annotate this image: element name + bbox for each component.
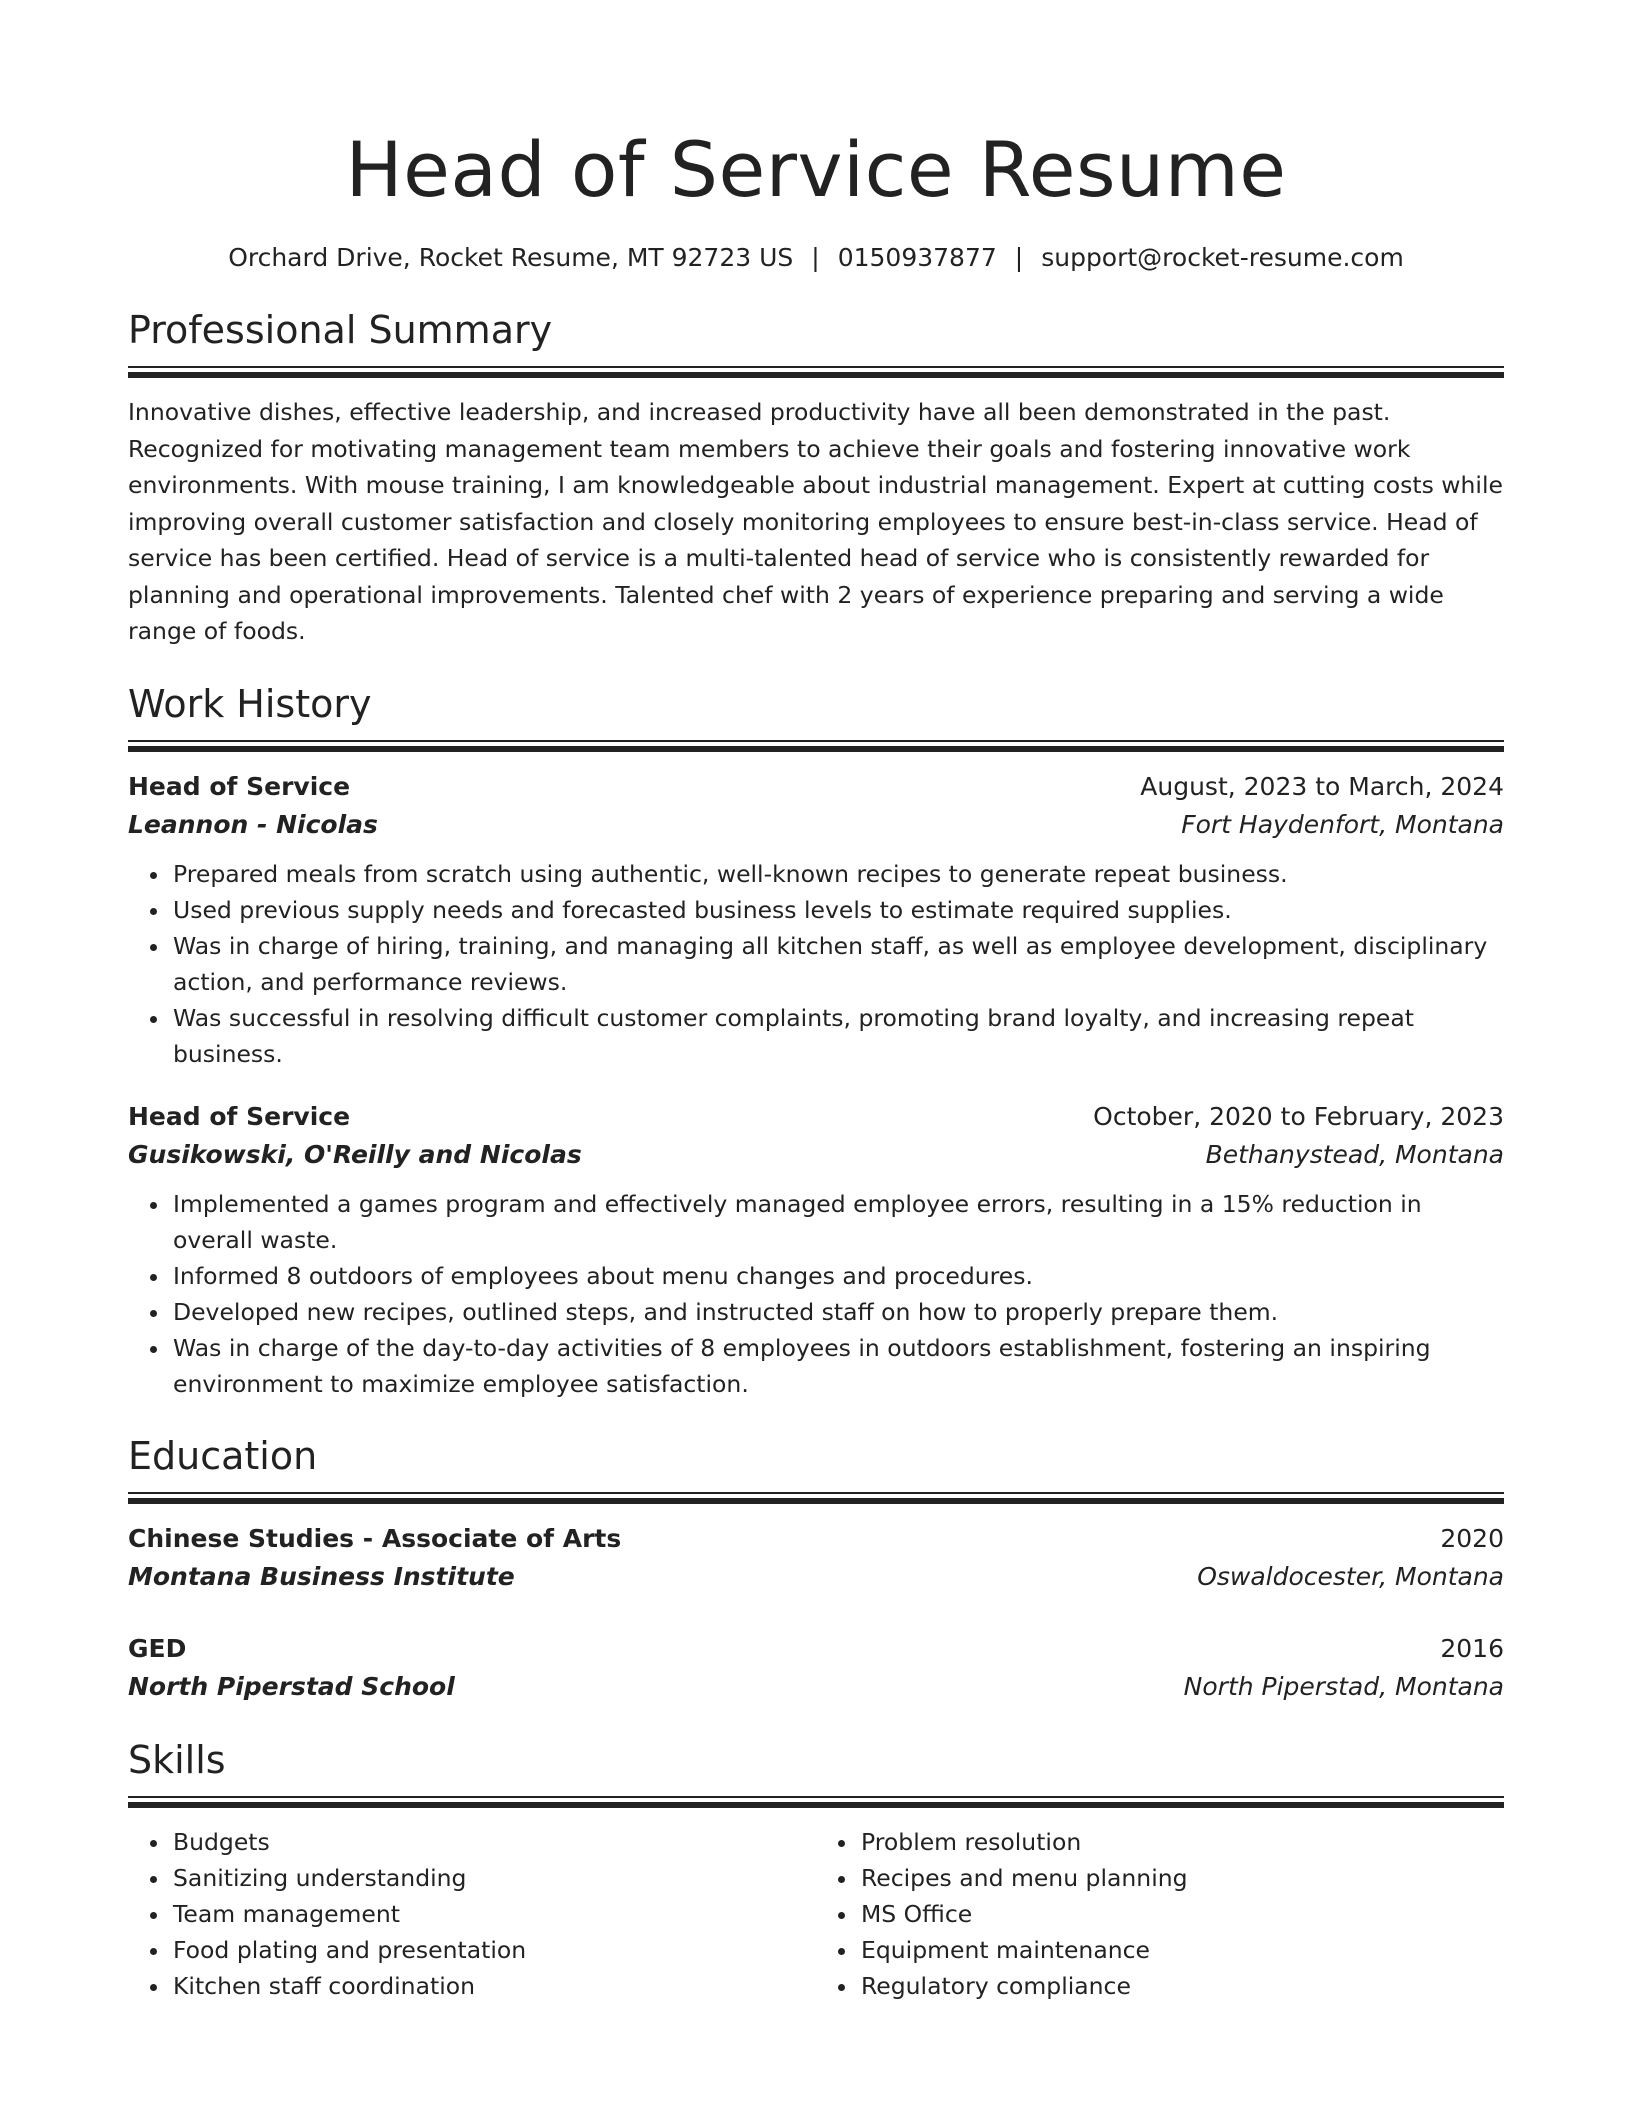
contact-separator: | xyxy=(811,243,820,272)
section-heading: Education xyxy=(128,1433,318,1478)
job-dates: October, 2020 to February, 2023 xyxy=(1093,1101,1504,1131)
education-degree: Chinese Studies - Associate of Arts xyxy=(128,1523,622,1553)
education-degree: GED xyxy=(128,1633,187,1663)
contact-separator: | xyxy=(1014,243,1024,272)
list-item: • Informed 8 outdoors of employees about menu changes and procedures. xyxy=(171,1258,1504,1294)
job-entry xyxy=(128,1098,1504,1402)
list-item: • Budgets xyxy=(171,1824,816,1860)
section-divider-thick xyxy=(128,372,1504,378)
job-bullets xyxy=(128,1186,1504,1402)
list-item: • Kitchen staff coordination xyxy=(171,1968,816,2004)
section-heading: Work History xyxy=(128,681,372,726)
list-item: • Was in charge of hiring, training, and managing all kitchen staff, as well as employee development, disciplinary action, and performance reviews. xyxy=(171,928,1504,1000)
section-heading: Professional Summary xyxy=(128,308,553,352)
section-skills xyxy=(128,1736,1504,2004)
section-education xyxy=(128,1432,1504,1706)
section-heading: Skills xyxy=(128,1737,226,1782)
section-divider-thick xyxy=(128,746,1504,752)
list-item: • Was successful in resolving difficult customer complaints, promoting brand loyalty, and increasing repeat business. xyxy=(171,1000,1504,1072)
list-item: • Food plating and presentation xyxy=(171,1932,816,1968)
list-item: • Prepared meals from scratch using authentic, well-known recipes to generate repeat business. xyxy=(171,856,1504,892)
section-divider-thick xyxy=(128,1498,1504,1504)
education-year: 2020 xyxy=(1440,1523,1504,1553)
education-year: 2016 xyxy=(1440,1633,1504,1663)
job-company: Leannon - Nicolas xyxy=(128,809,378,839)
resume-title: Head of Service Resume xyxy=(345,125,1287,214)
job-bullets xyxy=(128,856,1504,1072)
education-entry xyxy=(128,1520,1504,1596)
list-item: • Problem resolution xyxy=(859,1824,1504,1860)
list-item: • Recipes and menu planning xyxy=(859,1860,1504,1896)
job-title: Head of Service xyxy=(128,1101,351,1131)
education-entry xyxy=(128,1630,1504,1706)
list-item: • Implemented a games program and effectively managed employee errors, resulting in a 15% reduction in overall waste. xyxy=(171,1186,1504,1258)
education-location: North Piperstad, Montana xyxy=(1183,1671,1504,1701)
list-item: • Sanitizing understanding xyxy=(171,1860,816,1896)
list-item: • Team management xyxy=(171,1896,816,1932)
contact-phone: 0150937877 xyxy=(837,243,997,272)
skills-column-left xyxy=(128,1824,816,2004)
section-work-history xyxy=(128,680,1504,1402)
list-item: • Regulatory compliance xyxy=(859,1968,1504,2004)
education-school: Montana Business Institute xyxy=(128,1561,515,1591)
job-dates: August, 2023 to March, 2024 xyxy=(1140,771,1504,801)
education-location: Oswaldocester, Montana xyxy=(1197,1561,1504,1591)
contact-line xyxy=(128,240,1504,276)
list-item: • MS Office xyxy=(859,1896,1504,1932)
education-school: North Piperstad School xyxy=(128,1671,455,1701)
job-title: Head of Service xyxy=(128,771,351,801)
section-divider-thick xyxy=(128,1802,1504,1808)
job-location: Bethanystead, Montana xyxy=(1205,1139,1504,1169)
job-entry xyxy=(128,768,1504,1072)
job-company: Gusikowski, O'Reilly and Nicolas xyxy=(128,1139,582,1169)
list-item: • Equipment maintenance xyxy=(859,1932,1504,1968)
skills-list xyxy=(128,1824,1504,2004)
list-item: • Used previous supply needs and forecasted business levels to estimate required supplies. xyxy=(171,892,1504,928)
job-location: Fort Haydenfort, Montana xyxy=(1181,809,1504,839)
list-item: • Developed new recipes, outlined steps, and instructed staff on how to properly prepare them. xyxy=(171,1294,1504,1330)
contact-address: Orchard Drive, Rocket Resume, MT 92723 US xyxy=(228,243,794,272)
summary-text: Innovative dishes, effective leadership, and increased productivity have all been demonstrated in the past. Recognized for motivating management team members to achieve their goals and fostering innovative work environments. With mouse training, I am knowledgeable about industrial management. Expert at cutting costs while improving overall customer satisfaction and closely monitoring employees to ensure best-in-class service. Head of service has been certified. Head of service is a multi-talented head of service who is consistently rewarded for planning and operational improvements. Talented chef with 2 years of experience preparing and serving a wide range of foods. xyxy=(128,398,1503,645)
contact-email: support@rocket-resume.com xyxy=(1041,243,1404,272)
list-item: • Was in charge of the day-to-day activities of 8 employees in outdoors establishment, fostering an inspiring environment to maximize employee satisfaction. xyxy=(171,1330,1504,1402)
section-summary xyxy=(128,306,1504,650)
skills-column-right xyxy=(816,1824,1504,2004)
